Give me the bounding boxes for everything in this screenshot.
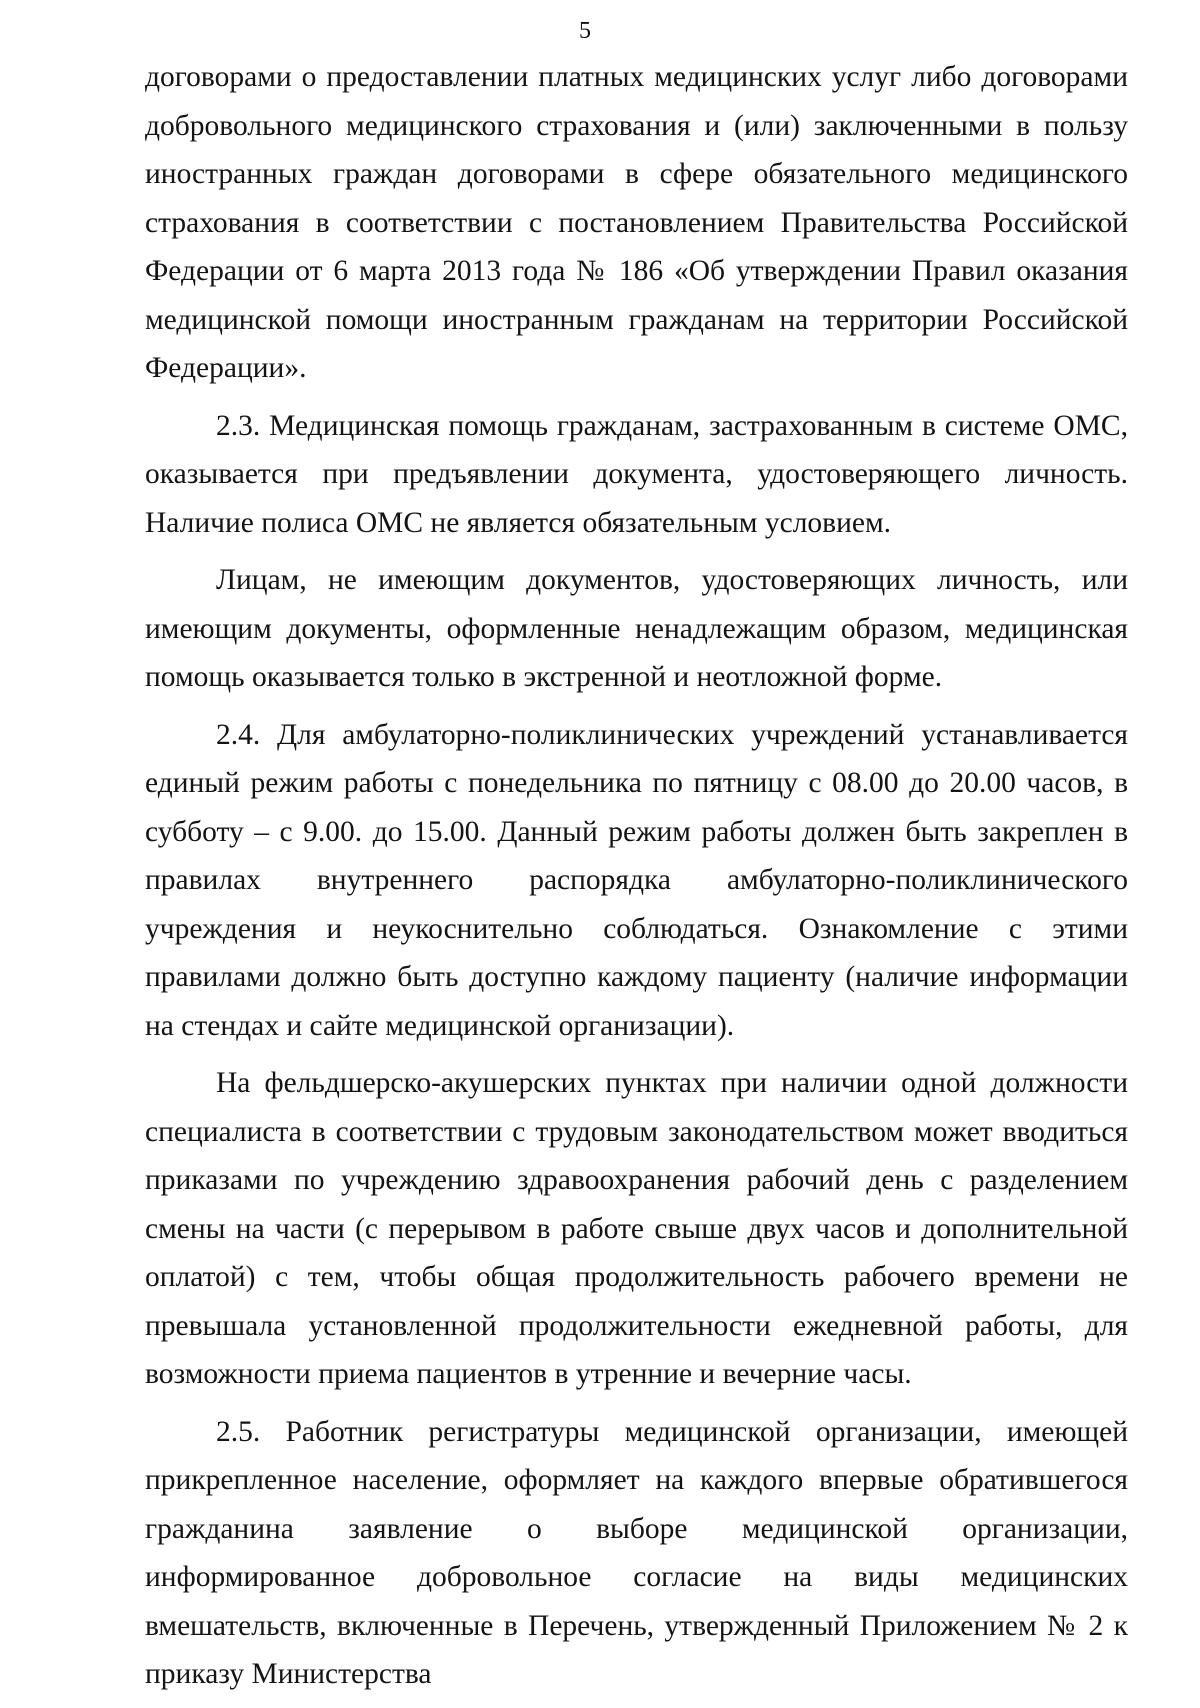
paragraph-feldsher-points: На фельдшерско-акушерских пунктах при наличии одной должности специалиста в соответствии с трудовым законодательством может вводиться приказами по учреждению здравоохранения рабочий день с разделением смены на части (с перерывом в работе свыше двух часов и дополнительной оплатой) с тем, чтобы общая продолжительность рабочего времени не превышала установленной продолжительности ежедневной работы, для возможности приема пациентов в утренние и вечерние часы. (145, 1067, 1128, 1390)
paragraph-2-4: 2.4. Для амбулаторно-поликлинических учреждений устанавливается единый режим работы с понедельника по пятницу с 08.00 до 20.00 часов, в субботу – с 9.00. до 15.00. Данный режим работы должен быть закреплен в правилах внутреннего распорядка амбулаторно-поликлинического учреждения и неукоснительно соблюдаться. Ознакомление с этими правилами должно быть доступно каждому пациенту (наличие информации на стендах и сайте медицинской организации). (145, 718, 1128, 1042)
document-body (145, 53, 1128, 1708)
paragraph-persons-without-documents: Лицам, не имеющим документов, удостоверяющих личность, или имеющим документы, оформленные ненадлежащим образом, медицинская помощь оказывается только в экстренной и неотложной форме. (145, 564, 1128, 693)
page-number: 5 (579, 18, 591, 44)
paragraph-2-5: 2.5. Работник регистратуры медицинской организации, имеющей прикрепленное население, оформляет на каждого впервые обратившегося гражданина заявление о выборе медицинской организации, информированное добровольное согласие на виды медицинских вмешательств, включенные в Перечень, утвержденный Приложением № 2 к приказу Министерства (145, 1415, 1128, 1690)
paragraph-2-3: 2.3. Медицинская помощь гражданам, застрахованным в системе ОМС, оказывается при предъявлении документа, удостоверяющего личность. Наличие полиса ОМС не является обязательным условием. (145, 409, 1128, 539)
paragraph-continuation: договорами о предоставлении платных медицинских услуг либо договорами добровольного медицинского страхования и (или) заключенными в пользу иностранных граждан договорами в сфере обязательного медицинского страхования в соответствии с постановлением Правительства Российской Федерации от 6 марта 2013 года № 186 «Об утверждении Правил оказания медицинской помощи иностранным гражданам на территории Российской Федерации». (145, 61, 1128, 384)
